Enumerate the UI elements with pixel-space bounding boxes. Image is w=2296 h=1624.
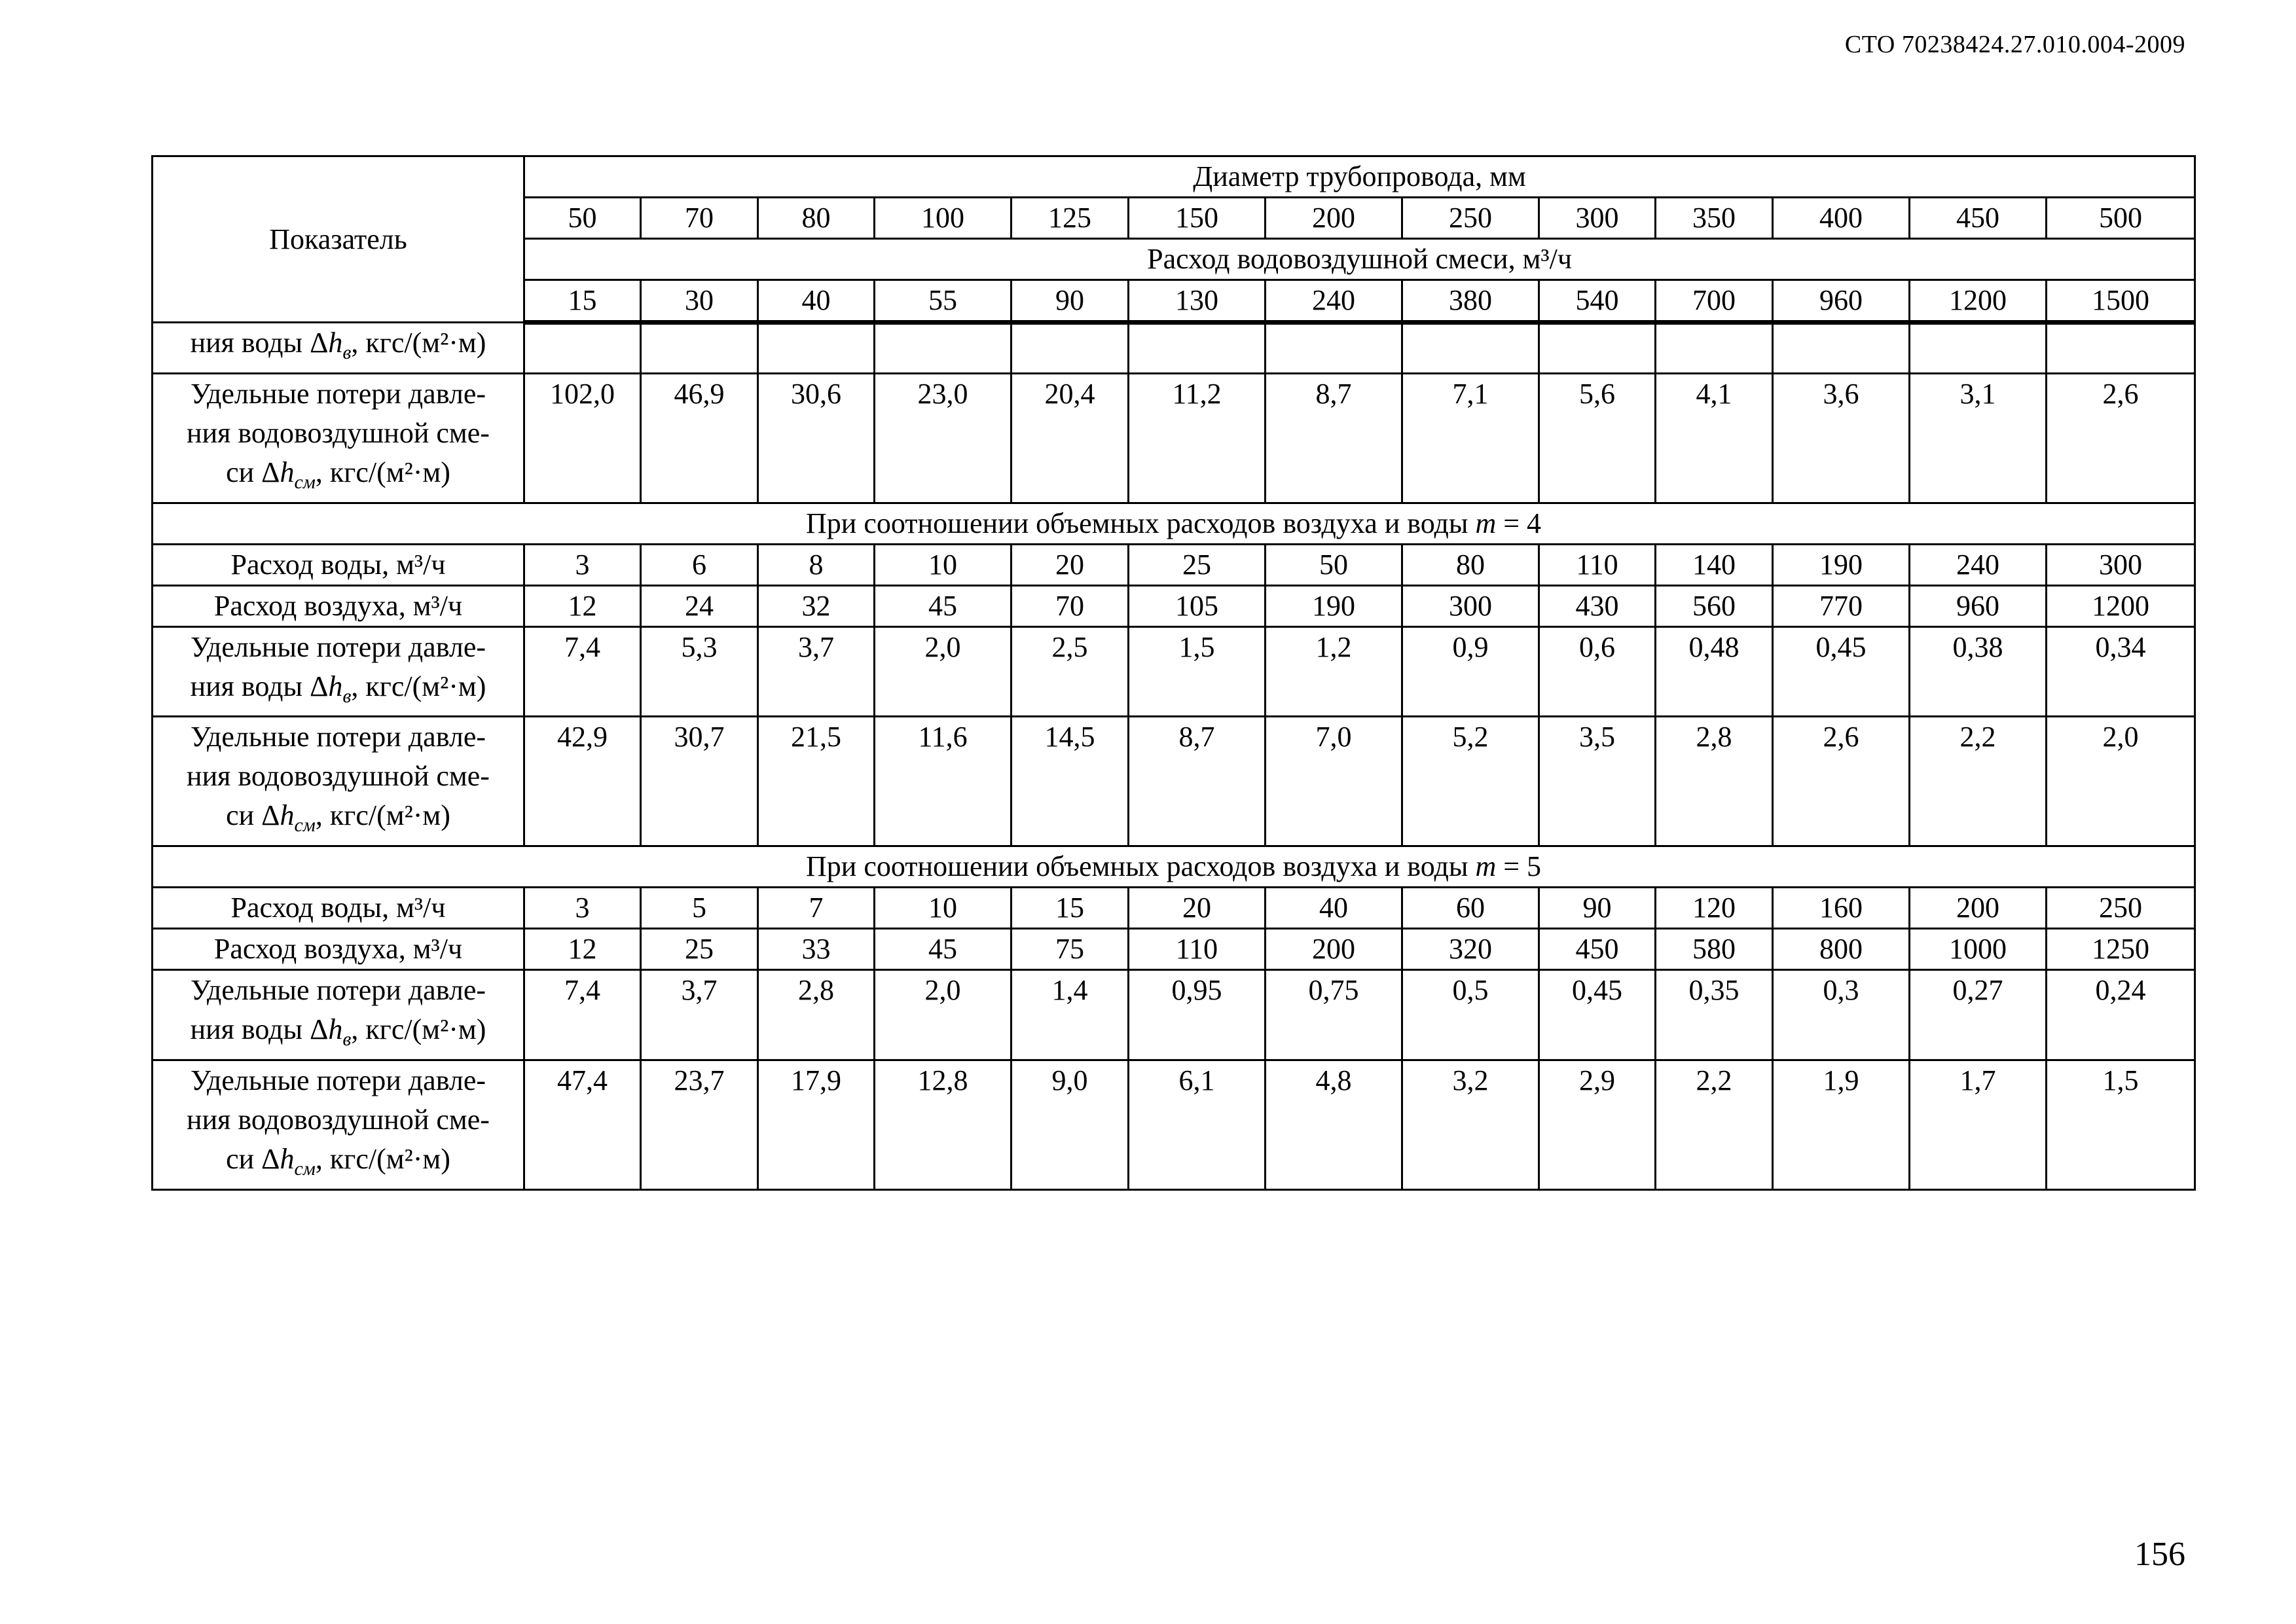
- value-cell: [758, 323, 875, 374]
- value-cell: 0,35: [1656, 970, 1773, 1060]
- value-cell: 1,2: [1266, 626, 1402, 717]
- table-row: [153, 373, 2195, 503]
- value-cell: 4,8: [1266, 1060, 1402, 1189]
- corner-label: Показатель: [153, 156, 524, 323]
- diameter-cell: 200: [1266, 198, 1402, 239]
- value-cell: 40: [1266, 888, 1402, 929]
- value-cell: 45: [875, 585, 1011, 626]
- value-cell: 20: [1129, 888, 1266, 929]
- value-cell: 50: [1266, 544, 1402, 585]
- diameter-title-row: [153, 156, 2195, 198]
- value-cell: 17,9: [758, 1060, 875, 1189]
- table-row: [153, 323, 2195, 374]
- value-cell: 8: [758, 544, 875, 585]
- diameter-cell: 150: [1129, 198, 1266, 239]
- table-row: [153, 888, 2195, 929]
- value-cell: 75: [1011, 929, 1129, 970]
- diameter-cell: 50: [524, 198, 641, 239]
- value-cell: 42,9: [524, 717, 641, 846]
- diameter-cell: 350: [1656, 198, 1773, 239]
- value-cell: [1910, 323, 2047, 374]
- flow-cell: 380: [1402, 280, 1539, 323]
- document-code: СТО 70238424.27.010.004-2009: [1844, 31, 2185, 58]
- value-cell: 770: [1773, 585, 1910, 626]
- value-cell: 7,1: [1402, 373, 1539, 503]
- diameter-cell: 70: [641, 198, 758, 239]
- flow-title-text: Расход водовоздушной смеси, м³/ч: [1147, 243, 1572, 275]
- value-cell: [524, 323, 641, 374]
- value-cell: 1,5: [2047, 1060, 2195, 1189]
- section-title-row: [153, 503, 2195, 544]
- value-cell: 6,1: [1129, 1060, 1266, 1189]
- value-cell: 80: [1402, 544, 1539, 585]
- value-cell: 0,45: [1539, 970, 1656, 1060]
- value-cell: 3,5: [1539, 717, 1656, 846]
- value-cell: 560: [1656, 585, 1773, 626]
- value-cell: 7,4: [524, 626, 641, 717]
- flow-cell: 960: [1773, 280, 1910, 323]
- value-cell: 0,6: [1539, 626, 1656, 717]
- table-row: [153, 717, 2195, 846]
- section-title-row: [153, 846, 2195, 888]
- diameter-cell: 450: [1910, 198, 2047, 239]
- value-cell: 250: [2047, 888, 2195, 929]
- value-cell: 200: [1266, 929, 1402, 970]
- value-cell: 5,3: [641, 626, 758, 717]
- value-cell: 0,9: [1402, 626, 1539, 717]
- value-cell: 0,48: [1656, 626, 1773, 717]
- row-label: Удельные потери давле- ния водовоздушной сме- си $\Delta h_{см}$, кгс/(м²·м): [153, 373, 524, 503]
- value-cell: 20,4: [1011, 373, 1129, 503]
- value-cell: 30,7: [641, 717, 758, 846]
- diameter-cell: 80: [758, 198, 875, 239]
- value-cell: 12,8: [875, 1060, 1011, 1189]
- value-cell: 0,95: [1129, 970, 1266, 1060]
- value-cell: 320: [1402, 929, 1539, 970]
- diameter-title: Диаметр трубопровода, мм: [524, 156, 2195, 198]
- diameter-cell: 300: [1539, 198, 1656, 239]
- row-label: Удельные потери давле- ния водовоздушной сме- си $\Delta h_{см}$, кгс/(м²·м): [153, 717, 524, 846]
- value-cell: 3,2: [1402, 1060, 1539, 1189]
- value-cell: [1539, 323, 1656, 374]
- diameter-cell: 400: [1773, 198, 1910, 239]
- value-cell: 105: [1129, 585, 1266, 626]
- value-cell: 23,7: [641, 1060, 758, 1189]
- value-cell: [2047, 323, 2195, 374]
- diameter-cell: 250: [1402, 198, 1539, 239]
- value-cell: [1656, 323, 1773, 374]
- value-cell: 60: [1402, 888, 1539, 929]
- value-cell: 450: [1539, 929, 1656, 970]
- value-cell: 2,6: [1773, 717, 1910, 846]
- value-cell: 3,7: [758, 626, 875, 717]
- value-cell: 800: [1773, 929, 1910, 970]
- value-cell: 0,3: [1773, 970, 1910, 1060]
- value-cell: 45: [875, 929, 1011, 970]
- flow-cell: 15: [524, 280, 641, 323]
- value-cell: 25: [1129, 544, 1266, 585]
- row-label: Расход воды, м³/ч: [153, 544, 524, 585]
- value-cell: 120: [1656, 888, 1773, 929]
- value-cell: 1,9: [1773, 1060, 1910, 1189]
- table-row: [153, 585, 2195, 626]
- value-cell: 15: [1011, 888, 1129, 929]
- table-row: [153, 1060, 2195, 1189]
- value-cell: 12: [524, 929, 641, 970]
- value-cell: 190: [1773, 544, 1910, 585]
- row-label: Удельные потери давле- ния воды $\Delta h_в$, кгс/(м²·м): [153, 626, 524, 717]
- flow-cell: 130: [1129, 280, 1266, 323]
- value-cell: 70: [1011, 585, 1129, 626]
- table-body: [153, 156, 2195, 1190]
- value-cell: 21,5: [758, 717, 875, 846]
- value-cell: 7: [758, 888, 875, 929]
- value-cell: 1,5: [1129, 626, 1266, 717]
- value-cell: 110: [1539, 544, 1656, 585]
- row-label: Расход воздуха, м³/ч: [153, 585, 524, 626]
- value-cell: 32: [758, 585, 875, 626]
- value-cell: 2,8: [1656, 717, 1773, 846]
- value-cell: 2,6: [2047, 373, 2195, 503]
- value-cell: 10: [875, 544, 1011, 585]
- value-cell: 430: [1539, 585, 1656, 626]
- value-cell: [1129, 323, 1266, 374]
- row-label: Удельные потери давле- ния водовоздушной сме- си $\Delta h_{см}$, кгс/(м²·м): [153, 1060, 524, 1189]
- table-row: [153, 544, 2195, 585]
- flow-cell: 1500: [2047, 280, 2195, 323]
- value-cell: 200: [1910, 888, 2047, 929]
- diameter-cell: 500: [2047, 198, 2195, 239]
- value-cell: 240: [1910, 544, 2047, 585]
- value-cell: 5: [641, 888, 758, 929]
- value-cell: 1000: [1910, 929, 2047, 970]
- value-cell: 10: [875, 888, 1011, 929]
- row-label: Удельные потери давле- ния воды $\Delta h_в$, кгс/(м²·м): [153, 970, 524, 1060]
- flow-cell: 30: [641, 280, 758, 323]
- value-cell: 14,5: [1011, 717, 1129, 846]
- value-cell: 3: [524, 888, 641, 929]
- value-cell: 11,2: [1129, 373, 1266, 503]
- value-cell: 160: [1773, 888, 1910, 929]
- flow-cell: 40: [758, 280, 875, 323]
- value-cell: 2,9: [1539, 1060, 1656, 1189]
- value-cell: 1,4: [1011, 970, 1129, 1060]
- row-label: ния воды $\Delta h_в$, кгс/(м²·м): [153, 323, 524, 374]
- value-cell: 3: [524, 544, 641, 585]
- diameter-cell: 125: [1011, 198, 1129, 239]
- value-cell: 300: [1402, 585, 1539, 626]
- flow-cell: 700: [1656, 280, 1773, 323]
- value-cell: 20: [1011, 544, 1129, 585]
- flow-cell: 240: [1266, 280, 1402, 323]
- value-cell: 140: [1656, 544, 1773, 585]
- value-cell: 102,0: [524, 373, 641, 503]
- value-cell: 2,8: [758, 970, 875, 1060]
- flow-cell: 55: [875, 280, 1011, 323]
- value-cell: 24: [641, 585, 758, 626]
- value-cell: 2,2: [1656, 1060, 1773, 1189]
- value-cell: 4,1: [1656, 373, 1773, 503]
- value-cell: 2,0: [2047, 717, 2195, 846]
- value-cell: 0,5: [1402, 970, 1539, 1060]
- value-cell: 12: [524, 585, 641, 626]
- table-row: [153, 929, 2195, 970]
- page-number: 156: [2134, 1536, 2185, 1573]
- value-cell: 1200: [2047, 585, 2195, 626]
- flow-cell: 540: [1539, 280, 1656, 323]
- value-cell: 3,1: [1910, 373, 2047, 503]
- value-cell: [1773, 323, 1910, 374]
- value-cell: 25: [641, 929, 758, 970]
- value-cell: 2,0: [875, 626, 1011, 717]
- value-cell: 300: [2047, 544, 2195, 585]
- value-cell: 8,7: [1266, 373, 1402, 503]
- value-cell: 190: [1266, 585, 1402, 626]
- value-cell: 8,7: [1129, 717, 1266, 846]
- value-cell: 580: [1656, 929, 1773, 970]
- row-label: Расход воздуха, м³/ч: [153, 929, 524, 970]
- value-cell: 0,34: [2047, 626, 2195, 717]
- table-row: [153, 970, 2195, 1060]
- value-cell: 47,4: [524, 1060, 641, 1189]
- value-cell: 7,0: [1266, 717, 1402, 846]
- flow-title: [524, 239, 2195, 280]
- value-cell: 2,0: [875, 970, 1011, 1060]
- value-cell: 30,6: [758, 373, 875, 503]
- diameter-cell: 100: [875, 198, 1011, 239]
- section-title: При соотношении объемных расходов воздуха и воды m = 4: [153, 503, 2195, 544]
- value-cell: 0,75: [1266, 970, 1402, 1060]
- value-cell: 3,7: [641, 970, 758, 1060]
- value-cell: 5,2: [1402, 717, 1539, 846]
- value-cell: 110: [1129, 929, 1266, 970]
- table-row: [153, 626, 2195, 717]
- value-cell: 960: [1910, 585, 2047, 626]
- row-label: Расход воды, м³/ч: [153, 888, 524, 929]
- value-cell: 0,38: [1910, 626, 2047, 717]
- value-cell: [641, 323, 758, 374]
- value-cell: 0,27: [1910, 970, 2047, 1060]
- value-cell: 90: [1539, 888, 1656, 929]
- value-cell: [1266, 323, 1402, 374]
- pipe-loss-table: [151, 155, 2196, 1191]
- value-cell: 2,5: [1011, 626, 1129, 717]
- flow-cell: 90: [1011, 280, 1129, 323]
- value-cell: 9,0: [1011, 1060, 1129, 1189]
- value-cell: [1402, 323, 1539, 374]
- value-cell: 46,9: [641, 373, 758, 503]
- value-cell: 0,24: [2047, 970, 2195, 1060]
- value-cell: [875, 323, 1011, 374]
- value-cell: 2,2: [1910, 717, 2047, 846]
- section-title: При соотношении объемных расходов воздуха и воды m = 5: [153, 846, 2195, 888]
- value-cell: 0,45: [1773, 626, 1910, 717]
- value-cell: 23,0: [875, 373, 1011, 503]
- value-cell: 3,6: [1773, 373, 1910, 503]
- value-cell: 1,7: [1910, 1060, 2047, 1189]
- value-cell: 7,4: [524, 970, 641, 1060]
- value-cell: 5,6: [1539, 373, 1656, 503]
- value-cell: [1011, 323, 1129, 374]
- value-cell: 1250: [2047, 929, 2195, 970]
- value-cell: 11,6: [875, 717, 1011, 846]
- value-cell: 6: [641, 544, 758, 585]
- flow-cell: 1200: [1910, 280, 2047, 323]
- value-cell: 33: [758, 929, 875, 970]
